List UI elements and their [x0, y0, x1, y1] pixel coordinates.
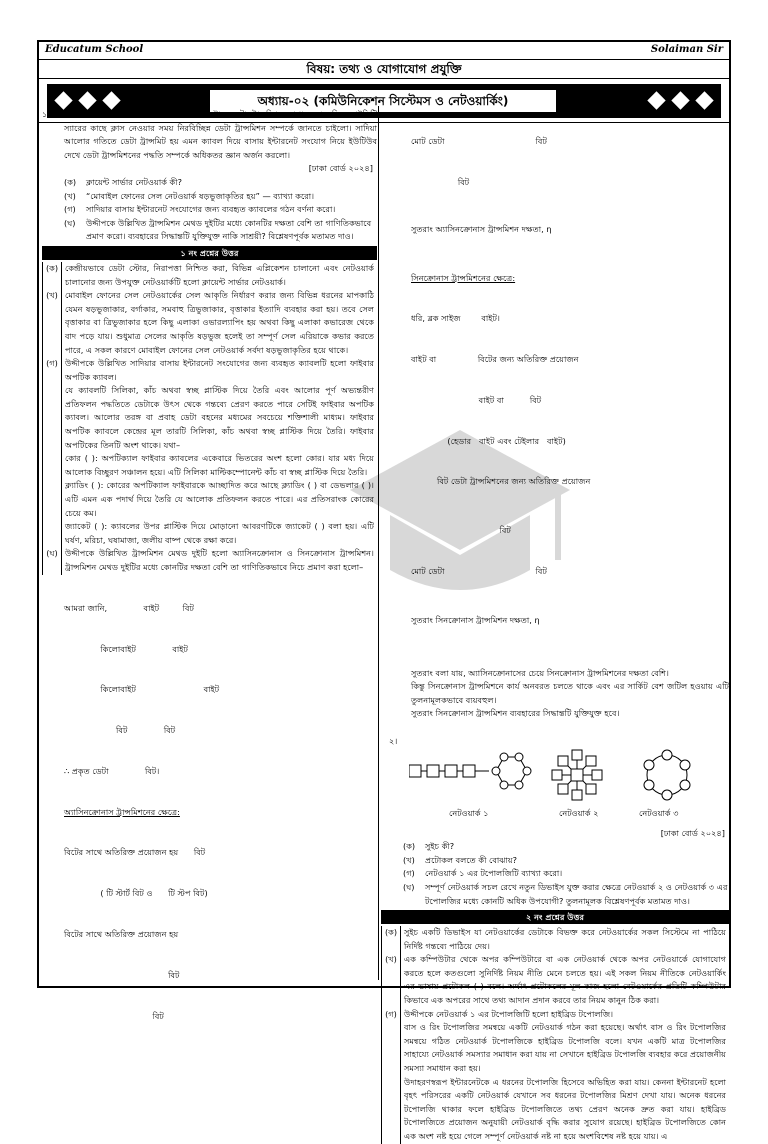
diamond-ornament [671, 91, 689, 109]
calc-line: বিট বিট [64, 725, 176, 736]
calc-line: বিট [64, 1010, 164, 1021]
calc-line: কিলোবাইট বাইট [64, 643, 189, 654]
question-part [42, 190, 377, 204]
question-part [381, 867, 729, 881]
answer-paragraph: উদ্দীপকে নেটওয়ার্ক ১ এর টপোলজিটি হলো হাইব্রিড টপোলজি। [404, 1008, 614, 1019]
calc-line: মোট ডেটা বিট [411, 136, 547, 147]
part-text: সম্পূর্ণ নেটওয়ার্ক সচল রেখে নতুন ডিভাইস যুক্ত করার ক্ষেত্রে নেটওয়ার্ক ২ ও নেটওয়ার্ক ৩ এর টপোলজির মধ্যে কোনটি অধিক উপযোগী? তুলনামূলক বিশ্লেষণপূর্বক মতামত দাও। [425, 881, 728, 906]
part-text: “মোবাইল ফোনের সেল নেটওয়ার্ক ষড়ভুজাকৃতির হয়” — ব্যাখ্যা করো। [86, 190, 315, 201]
part-text: সুইচ কী? [425, 841, 455, 852]
part-label: (ক) [64, 176, 77, 187]
answer-text: এক কম্পিউটার থেকে অপর কম্পিউটারে বা এক নেটওয়ার্ক থেকে অপর নেটওয়ার্কে যোগাযোগ করতে হলে কতগুলো সুনির্দিষ্ট নিয়ম নীতি মেনে চলতে হয়। এই সকল নিয়ম নীতিকে নেটওয়ার্কিং এর ভাষায় প্রটোকল ( ) বলে। অর্থাৎ প্রটোকলের মূল কাজ হলো নেটওয়ার্কের প্রতিটি কম্পিউটার কিভাবে এক অপরের সাথে তথ্য আদান প্রদান করবে তার নিয়ম কানুন ঠিক করা। [404, 954, 726, 1006]
question-2 [381, 735, 729, 749]
right-column [381, 108, 729, 1144]
calc-line: মোট ডেটা বিট [411, 566, 547, 576]
network-diagram [409, 749, 729, 827]
answer-paragraph: ক্ল্যাডিং ( ): কোরের অপটিক্যাল ফাইবারকে আচ্ছাদিত করে আছে ক্ল্যাডিং ( ) বা ডেভলার ( )। এটি এমন এক পদার্থ দিয়ে তৈরি যে আলোক প্রতিফলন করতে পারে। এর প্রতিসরাংক কোরের চেয়ে কম। [65, 480, 374, 518]
network-label: নেটওয়ার্ক ২ [559, 807, 599, 818]
diamond-ornament [647, 91, 665, 109]
header-rule [39, 59, 729, 60]
answer-part [381, 953, 729, 1007]
conclusion-line: কিন্তু সিনক্রোনাস ট্রান্সমিশনে কার্য অনবরত চলতে থাকে এবং এর সার্কিট বেশ জটিল হওয়ায় এটি তুলনামূলকভাবে ব্যয়বহুল। [411, 681, 729, 705]
calc-line: বিট [411, 176, 470, 187]
subject-rule [39, 78, 729, 79]
calc-line: ∴ প্রকৃত ডেটা বিট। [64, 765, 160, 776]
diamond-ornament [78, 91, 96, 109]
conclusion-line: সুতরাং বলা যায়, অ্যাসিনক্রোনাসের চেয়ে সিনক্রোনাস ট্রান্সমিশনের দক্ষতা বেশি। [411, 667, 669, 678]
calc-line: (হেডার বাইট এবং টেইলার বাইট) [411, 435, 566, 446]
answer-part [381, 1008, 729, 1144]
answer-text: কেন্দ্রীয়ভাবে ডেটা স্টোর, নিরাপত্তা নিশ্চিত করা, বিভিন্ন এপ্লিকেশন চালানো এবং নেটওয়ার্ক চালানোর জন্য উপযুক্ত নেটওয়ার্কটি হলো ক্লায়েন্ট সার্ভার নেটওয়ার্ক। [65, 262, 374, 287]
network-label: নেটওয়ার্ক ৩ [639, 807, 679, 818]
question-part [42, 217, 377, 244]
network-label: নেটওয়ার্ক ১ [449, 807, 489, 818]
calc-line: বিট [411, 525, 511, 536]
calc-line: সুতরাং অ্যাসিনক্রোনাস ট্রান্সমিশন দক্ষতা, η [411, 223, 594, 234]
answer-paragraph: জ্যাকেট ( ): ক্যাবলের উপর প্লাস্টিক দিয়ে মোড়ানো আবরণটিকে জ্যাকেট ( ) বলা হয়। এটি ঘর্ষণ, মরিচা, ঘষামাজা, জলীয় বাষ্প থেকে রক্ষা করে। [65, 521, 374, 545]
calc-heading: অ্যাসিনক্রোনাস ট্রান্সমিশনের ক্ষেত্রে: [64, 806, 180, 817]
question-stem: আইসিটি শিক্ষক ক্লাসে ক্যারেক্টার বাই ক্যারেক্টার ডেটা ট্রান্সমিশন শেখাচ্ছেন। মনির আইসিটি স্যারের কাছে ক্লাস নেওয়ার সময় নিরবিচ্ছিন্ন ডেটা ট্রান্সমিশন সম্পর্কে জানতে চাইলো। সাদিয়া আলোর গতিতে ডেটা ট্রান্সমিট হয় এমন ক্যাবল দিয়ে বাসায় ইন্টারনেট সংযোগ নিয়ে ইউটিউব দেখে ডেটা ট্রান্সমিশনের পদ্ধতি সম্পর্কে অধিকতর জ্ঞান অর্জন করলো। [64, 109, 377, 160]
author-name: Solaiman Sir [650, 44, 723, 55]
answer-label: (ক) [43, 262, 62, 289]
answer-part [42, 357, 377, 547]
answer-text: উদ্দীপকে উল্লিখিত ট্রান্সমিশন মেথড দুইটি হলো অ্যাসিনক্রোনাস ও সিনক্রোনাস ট্রান্সমিশন। ট্রান্সমিশন মেথড দুইটির মধ্যে কোনটির দক্ষতা বেশি তা গাণিতিকভাবে নিচে প্রমাণ করা হলো– [65, 548, 374, 572]
calc-line: বিটের সাথে অতিরিক্ত প্রয়োজন হয় বিট [64, 847, 206, 858]
answer-label: (খ) [382, 953, 401, 1007]
part-label: (ঘ) [403, 881, 415, 892]
left-column [42, 108, 377, 1050]
question-part [381, 840, 729, 854]
answer-label: (গ) [43, 357, 62, 547]
calculation-block [42, 575, 377, 1051]
answer-paragraph: বাস ও রিং টপোলজির সমন্বয়ে একটি নেটওয়ার্ক গঠন করা হয়েছে। অর্থাৎ বাস ও রিং টপোলজির সমন্বয়ে গঠিত নেটওয়ার্ক টপোলজিকে হাইব্রিড টপোলজি বলে। যখন একটি মাত্র টপোলজির সাহায্যে নেটওয়ার্ক সমস্যার সমাধান করা যায় না সেখানে হাইব্রিড টপোলজি ব্যবহার করে প্রয়োজনীয় সমস্যা সমাধান করা হয়। [404, 1022, 726, 1074]
diamond-ornament [695, 91, 713, 109]
conclusion-line: সুতরাং সিনক্রোনাস ট্রান্সমিশন ব্যবহারের সিদ্ধান্তটি যুক্তিযুক্ত হবে। [411, 708, 620, 719]
question-1 [42, 108, 377, 162]
answer-text: মোবাইল ফোনের সেল নেটওয়ার্কের সেল আকৃতি নির্ধারণ করার জন্য বিভিন্ন ধরনের মাপকাঠি যেমন ষড়ভুজাকার, বর্গাকার, সমবাহু ত্রিভুজাকার, বৃত্তাকার ইত্যাদি ব্যবহার করা হয়। তবে সেল বৃত্তাকার বা ত্রিভুজাকার হলে কিছু এলাকা ওভারল্যাপিং হয় অথবা কিছু এলাকা কভারেজ থেকে বাদ পড়ে যায়। শুধুমাত্র সেলের আকৃতি ষড়ভুজ হলেই তা সম্পূর্ণ সেল এরিয়াকে কভার করতে পারে, এ সকল কারণে মোবাইল ফোনের সেল নেটওয়ার্ক সর্বদা ষড়ভুজাকৃতির হয়ে থাকে। [65, 290, 374, 355]
answer-label: (খ) [43, 289, 62, 357]
calc-line: সুতরাং সিনক্রোনাস ট্রান্সমিশন দক্ষতা, η [411, 614, 582, 625]
calc-line: বাইট বা বিটের জন্য অতিরিক্ত প্রয়োজন [411, 354, 579, 365]
column-divider [378, 106, 379, 980]
answer-part [42, 547, 377, 574]
answer-label: (গ) [382, 1008, 401, 1144]
part-label: (গ) [403, 868, 415, 879]
calc-line: কিলোবাইট বাইট [64, 684, 220, 695]
calc-line: বিটের সাথে অতিরিক্ত প্রয়োজন হয় [64, 929, 179, 940]
answer-text [62, 357, 377, 547]
calculation-block [381, 108, 729, 655]
board-reference: [ঢাকা বোর্ড ২০২৪] [308, 163, 373, 174]
part-text: নেটওয়ার্ক ১ এর টপোলজিটি ব্যাখ্যা করো। [425, 868, 563, 879]
answer-paragraph: উদ্দীপকে উল্লিখিত সাদিয়ার বাসায় ইন্টারনেট সংযোগের জন্য ব্যবহৃত ক্যাবলটি হলো ফাইবার অপটিক ক্যাবল। [65, 358, 374, 382]
network-topologies-icon [409, 749, 719, 811]
answer-paragraph: যে ক্যাবলটি সিলিকা, কাঁচ অথবা স্বচ্ছ প্লাস্টিক দিয়ে তৈরি এবং আলোর পূর্ণ অভ্যন্তরীণ প্রতিফলন পদ্ধতিতে ডেটাকে উৎস থেকে গন্তব্যে প্রেরণ করতে পারে সেটিই ফাইবার অপটিক ক্যাবল। আলোর তরঙ্গ বা প্রবাহ ডেটা বহনের মধ্যমের সবচেয়ে শক্তিশালী মাধ্যম। ফাইবার অপটিক ক্যাবলে কেন্দ্রের মূল তারটি সিলিকা, কাঁচ অথবা স্বচ্ছ প্লাস্টিক দিয়ে তৈরি। ফাইবার অপটিকের তিনটি অংশ থাকে। যথা– [65, 385, 374, 450]
school-name: Educatum School [45, 44, 144, 55]
question-part [42, 203, 377, 217]
calc-line: ( টি স্টার্ট বিট ও টি স্টপ বিট) [64, 888, 208, 899]
answer-label: (ঘ) [43, 547, 62, 574]
question-number: ২। [389, 735, 398, 746]
calc-line: ধরি, ব্লক সাইজ বাইট। [411, 313, 500, 324]
answer-text [401, 1008, 729, 1144]
part-text: উদ্দীপকে উল্লিখিত ট্রান্সমিশন মেথড দুইটির মধ্যে কোনটির দক্ষতা বেশি তা গাণিতিকভাবে প্রমাণ করো। ব্যবহারের সিদ্ধান্তটি যুক্তিযুক্ত নাকি সাশ্রয়ী? বিশ্লেষণপূর্বক মতামত দাও। [86, 217, 372, 242]
answer-label: (ক) [382, 926, 401, 953]
answer-part [42, 289, 377, 357]
question-part [42, 176, 377, 190]
board-reference: [ঢাকা বোর্ড ২০২৪] [660, 827, 725, 838]
part-label: (খ) [403, 854, 415, 865]
answer-part [381, 926, 729, 953]
part-text: প্রটোকল বলতে কী বোঝায়? [425, 854, 518, 865]
answer-heading: ১ নং প্রশ্নের উত্তর [42, 246, 377, 260]
part-text: ক্লায়েন্ট সার্ভার নেটওয়ার্ক কী? [86, 176, 182, 187]
calc-line: বিট ডেটা ট্রান্সমিশনের জন্য অতিরিক্ত প্রয়োজন [411, 476, 591, 487]
part-label: (গ) [64, 204, 76, 215]
part-label: (ঘ) [64, 217, 76, 228]
calc-line: আমরা জানি, বাইট বিট [64, 602, 194, 613]
answer-paragraph: উদাহরণস্বরূপ ইন্টারনেটকে এ ধরনের টপোলজি হিসেবে অভিহিত করা যায়। কেননা ইন্টারনেট হলো বৃহৎ পরিসরের একটি নেটওয়ার্ক যেখানে সব ধরনের টপোলজির মিশ্রণ দেখা যায়। অনেক ধরনের টপোলজি থাকার ফলে হাইব্রিড টপোলজিতে তথ্য প্রেরণ অনেক দ্রুত করা যায়। হাইব্রিড টপোলজিতে প্রয়োজন অনুযায়ী নেটওয়ার্ক বৃদ্ধি করার সুযোগ রয়েছে। হাইব্রিড টপোলজিতে কোন এক অংশ নষ্ট হয়ে গেলে সম্পূর্ণ নেটওয়ার্ক নষ্ট না হয়ে অংশবিশেষ নষ্ট হয়ে যায়। এ [404, 1076, 726, 1141]
question-part [381, 881, 729, 908]
answer-text: সুইচ একটি ডিভাইস যা নেটওয়ার্কের ডেটাকে বিভক্ত করে নেটওয়ার্কের সকল সিস্টেমে না পাঠিয়ে নির্দিষ্ট গন্তব্যে পাঠিয়ে দেয়। [404, 927, 726, 951]
calc-heading: সিনক্রোনাস ট্রান্সমিশনের ক্ষেত্রে: [411, 272, 516, 283]
answer-heading: ২ নং প্রশ্নের উত্তর [381, 910, 729, 924]
calc-line: বিট [64, 969, 180, 980]
question-part [381, 854, 729, 868]
chapter-title: অধ্যায়-০২ (কমিউনিকেশন সিস্টেমস ও নেটওয়ার্কিং) [209, 89, 557, 113]
question-number: ১। [42, 109, 51, 119]
answer-part [42, 262, 377, 289]
subject-title: বিষয়: তথ্য ও যোগাযোগ প্রযুক্তি [306, 62, 462, 76]
calc-line: বাইট বা বিট [411, 394, 542, 405]
diamond-ornament [54, 91, 72, 109]
diamond-ornament [102, 91, 120, 109]
part-label: (খ) [64, 190, 76, 201]
part-text: সাদিয়ার বাসায় ইন্টারনেট সংযোগের জন্য ব্যবহৃত ক্যাবলের গঠন বর্ণনা করো। [86, 204, 336, 215]
part-label: (ক) [403, 841, 416, 852]
conclusion-block [381, 667, 729, 721]
answer-paragraph: কোর ( ): অপটিক্যাল ফাইবার ক্যাবলের একেবারে ভিতরের অংশ হলো কোর। যার মধ্য দিয়ে আলোক বিচ্ছুরণ সঞ্চালন হয়ে। এটি সিলিকা মাল্টিকম্পোনেন্ট কাঁচ বা স্বচ্ছ প্লাস্টিক দিয়ে তৈরি। [65, 453, 374, 477]
